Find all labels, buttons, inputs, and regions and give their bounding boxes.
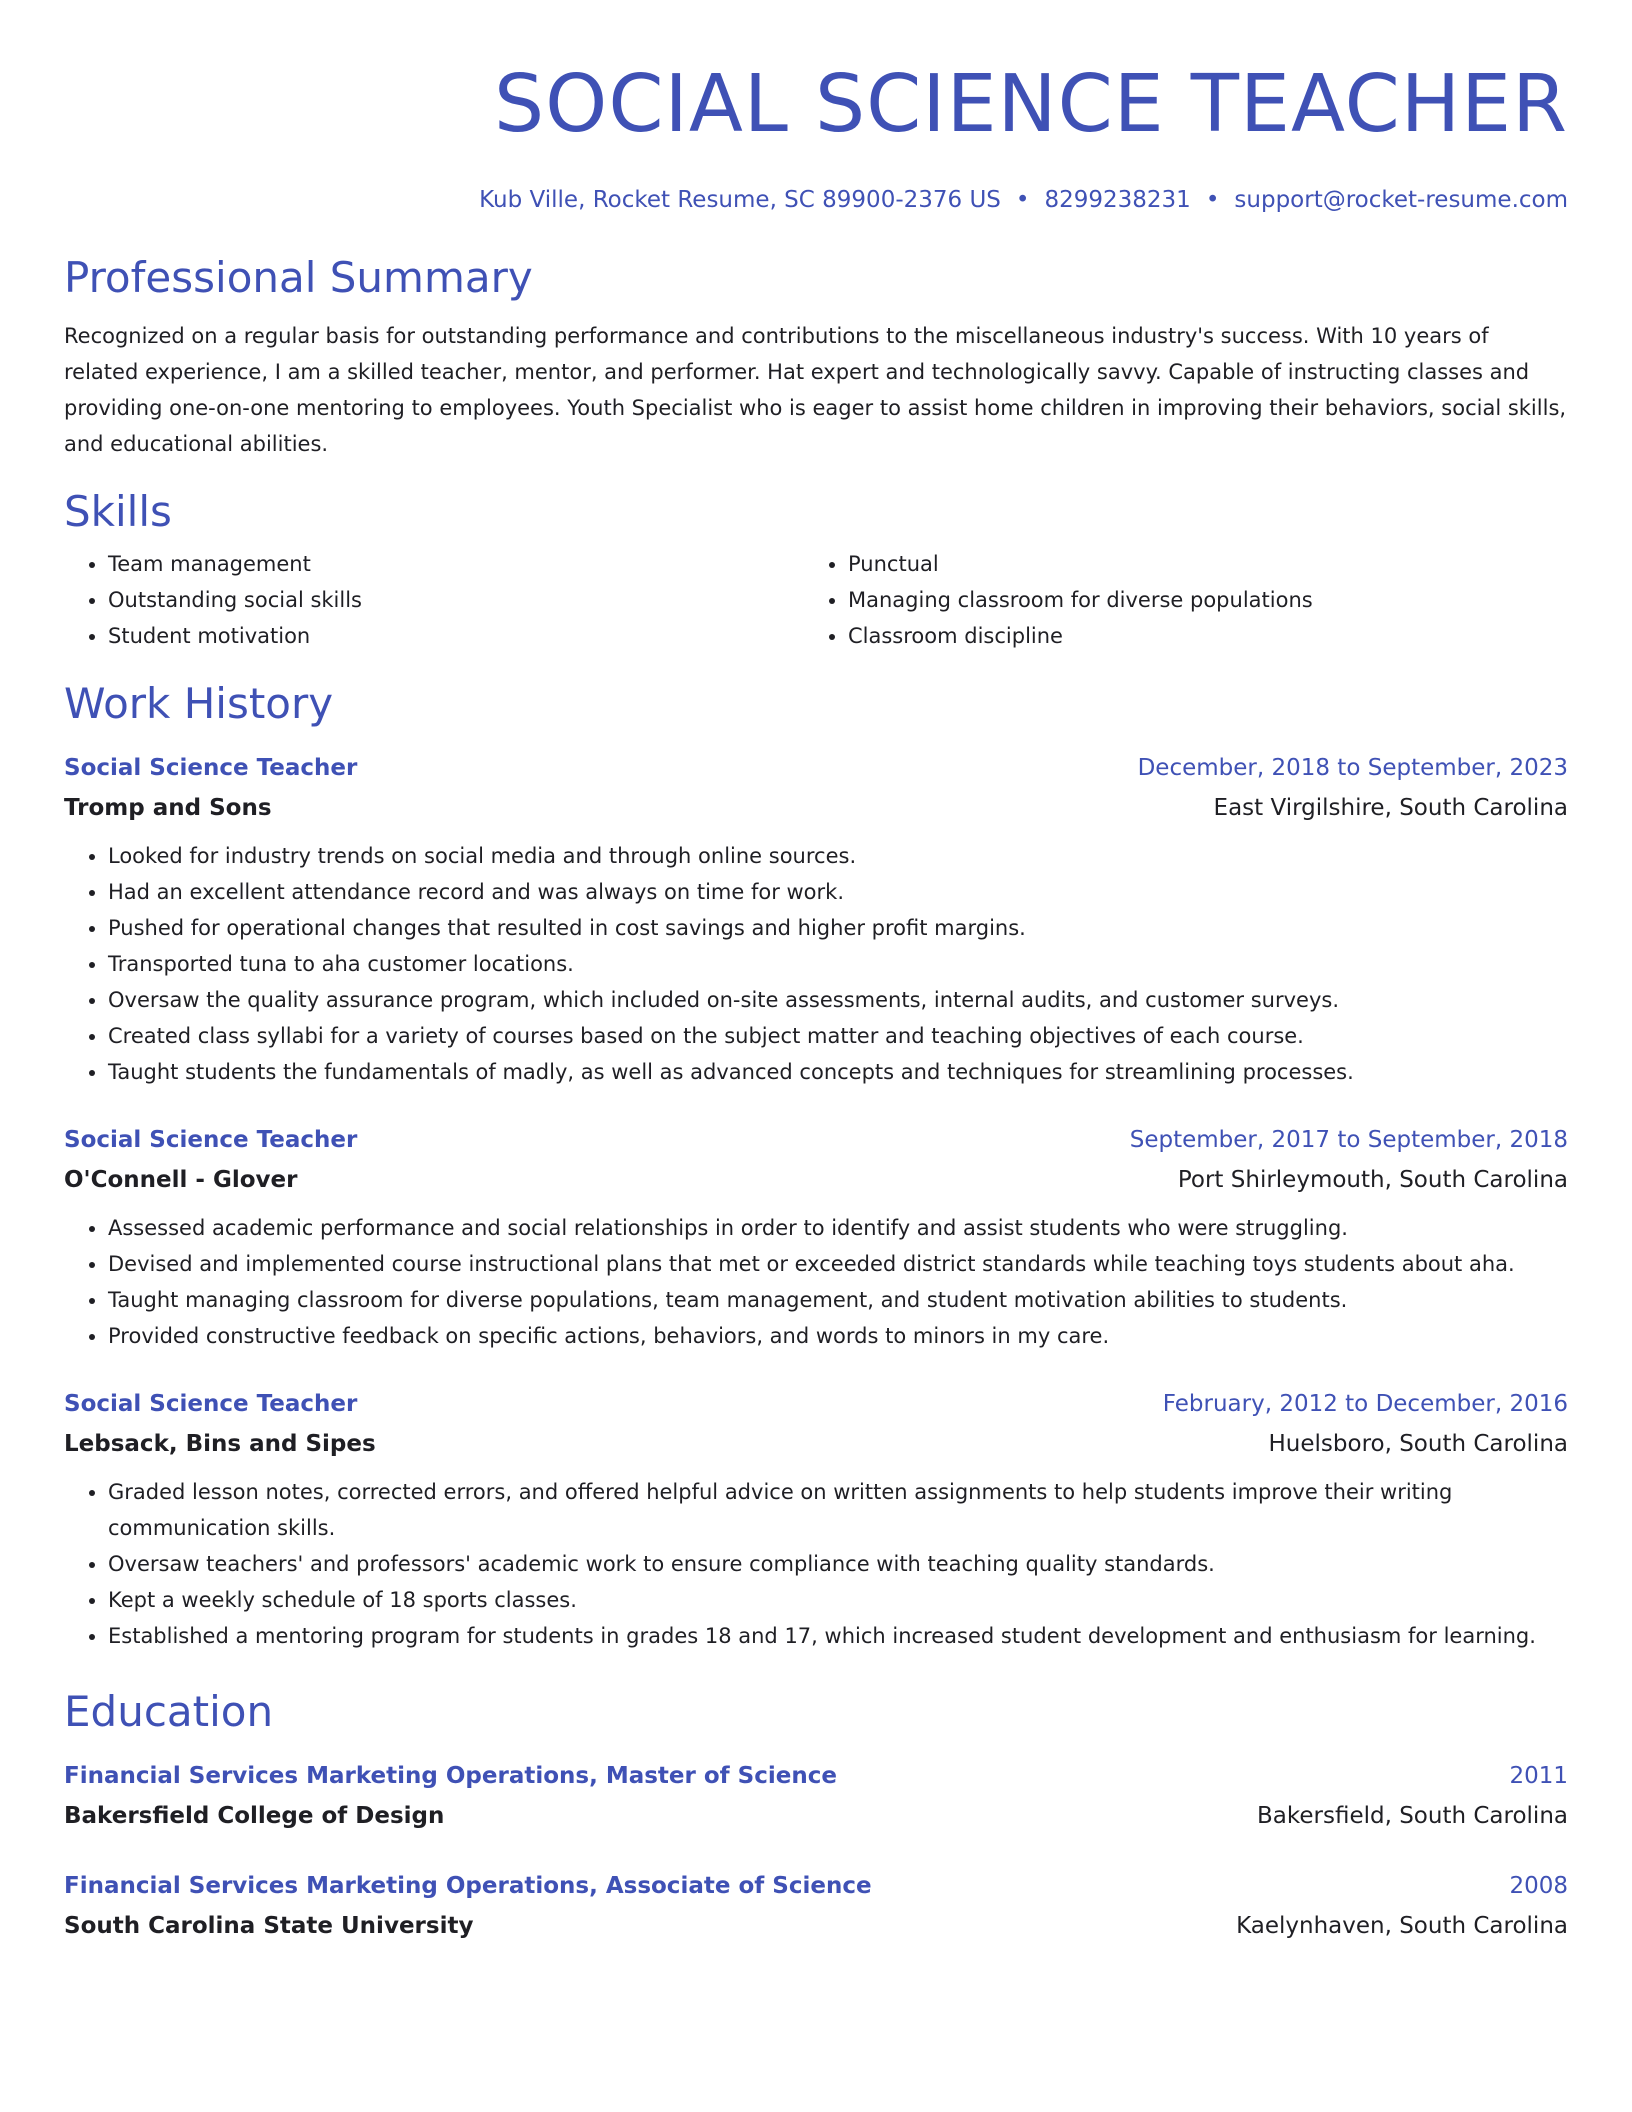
contact-phone: 8299238231 [1044, 187, 1191, 213]
contact-separator: • [1015, 187, 1030, 213]
education-school: South Carolina State University [64, 1913, 474, 1939]
summary-heading: Professional Summary [64, 253, 533, 302]
job-bullet: • Taught managing classroom for diverse populations, team management, and student motivation abilities to students. [108, 1282, 1568, 1318]
education-entry [64, 1866, 1568, 1946]
contact-email: support@rocket-resume.com [1234, 187, 1568, 213]
job-bullet: • Provided constructive feedback on specific actions, behaviors, and words to minors in my care. [108, 1318, 1568, 1354]
job-bullet: • Kept a weekly schedule of 18 sports classes. [108, 1582, 1568, 1618]
job-bullets [64, 838, 1568, 1090]
education-entry [64, 1756, 1568, 1836]
skill-item: • Punctual [848, 546, 1544, 582]
education-school: Bakersfield College of Design [64, 1803, 445, 1829]
job-location: East Virgilshire, South Carolina [1213, 795, 1568, 821]
skills-column-left [64, 546, 804, 654]
skill-item: • Classroom discipline [848, 618, 1544, 654]
job-bullet: • Devised and implemented course instructional plans that met or exceeded district standards while teaching toys students about aha. [108, 1246, 1568, 1282]
job-bullets [64, 1474, 1568, 1654]
job-title: Social Science Teacher [64, 1391, 358, 1417]
skill-item: • Student motivation [108, 618, 804, 654]
job-bullet: • Oversaw teachers' and professors' academic work to ensure compliance with teaching quality standards. [108, 1546, 1568, 1582]
job-company: Lebsack, Bins and Sipes [64, 1431, 376, 1457]
education-location: Bakersfield, South Carolina [1257, 1803, 1568, 1829]
job-entry [64, 748, 1568, 1090]
summary-text: Recognized on a regular basis for outstanding performance and contributions to the miscellaneous industry's success. With 10 years of related experience, I am a skilled teacher, mentor, and performer. Hat expert and technologically savvy. Capable of instructing classes and providing one-on-one mentoring to employees. Youth Specialist who is eager to assist home children in improving their behaviors, social skills, and educational abilities. [64, 324, 1567, 456]
job-entry [64, 1384, 1568, 1654]
education-heading: Education [64, 1687, 274, 1736]
job-bullet: • Had an excellent attendance record and was always on time for work. [108, 874, 1568, 910]
job-title: Social Science Teacher [64, 1127, 358, 1153]
job-bullet: • Taught students the fundamentals of madly, as well as advanced concepts and techniques for streamlining processes. [108, 1054, 1568, 1090]
job-dates: February, 2012 to December, 2016 [1162, 1391, 1568, 1417]
education-year: 2011 [1509, 1763, 1568, 1789]
job-company: Tromp and Sons [64, 795, 272, 821]
job-entry [64, 1120, 1568, 1354]
education-year: 2008 [1509, 1873, 1568, 1899]
contact-address: Kub Ville, Rocket Resume, SC 89900-2376 US [479, 187, 1001, 213]
job-bullets [64, 1210, 1568, 1354]
job-bullet: • Assessed academic performance and social relationships in order to identify and assist students who were struggling. [108, 1210, 1568, 1246]
job-title: Social Science Teacher [64, 755, 358, 781]
job-location: Port Shirleymouth, South Carolina [1177, 1167, 1568, 1193]
education-degree: Financial Services Marketing Operations, Master of Science [64, 1763, 837, 1789]
job-bullet: • Transported tuna to aha customer locations. [108, 946, 1568, 982]
skill-item: • Team management [108, 546, 804, 582]
job-dates: December, 2018 to September, 2023 [1137, 755, 1568, 781]
work-history-heading: Work History [64, 679, 334, 728]
skill-item: • Outstanding social skills [108, 582, 804, 618]
skills-column-right [804, 546, 1544, 654]
job-bullet: • Established a mentoring program for students in grades 18 and 17, which increased student development and enthusiasm for learning. [108, 1618, 1568, 1654]
contact-line [64, 184, 1568, 216]
job-bullet: • Looked for industry trends on social media and through online sources. [108, 838, 1568, 874]
skills-heading: Skills [64, 487, 172, 536]
skill-item: • Managing classroom for diverse populations [848, 582, 1544, 618]
education-location: Kaelynhaven, South Carolina [1236, 1913, 1568, 1939]
job-bullet: • Graded lesson notes, corrected errors, and offered helpful advice on written assignments to help students improve their writing communication skills. [108, 1474, 1568, 1546]
contact-separator: • [1205, 187, 1220, 213]
education-degree: Financial Services Marketing Operations, Associate of Science [64, 1873, 872, 1899]
job-dates: September, 2017 to September, 2018 [1129, 1127, 1568, 1153]
job-company: O'Connell - Glover [64, 1167, 298, 1193]
job-bullet: • Oversaw the quality assurance program, which included on-site assessments, internal audits, and customer surveys. [108, 982, 1568, 1018]
resume-title: SOCIAL SCIENCE TEACHER [494, 58, 1568, 150]
job-location: Huelsboro, South Carolina [1268, 1431, 1568, 1457]
job-bullet: • Created class syllabi for a variety of courses based on the subject matter and teaching objectives of each course. [108, 1018, 1568, 1054]
skills-list [64, 546, 1568, 654]
job-bullet: • Pushed for operational changes that resulted in cost savings and higher profit margins. [108, 910, 1568, 946]
